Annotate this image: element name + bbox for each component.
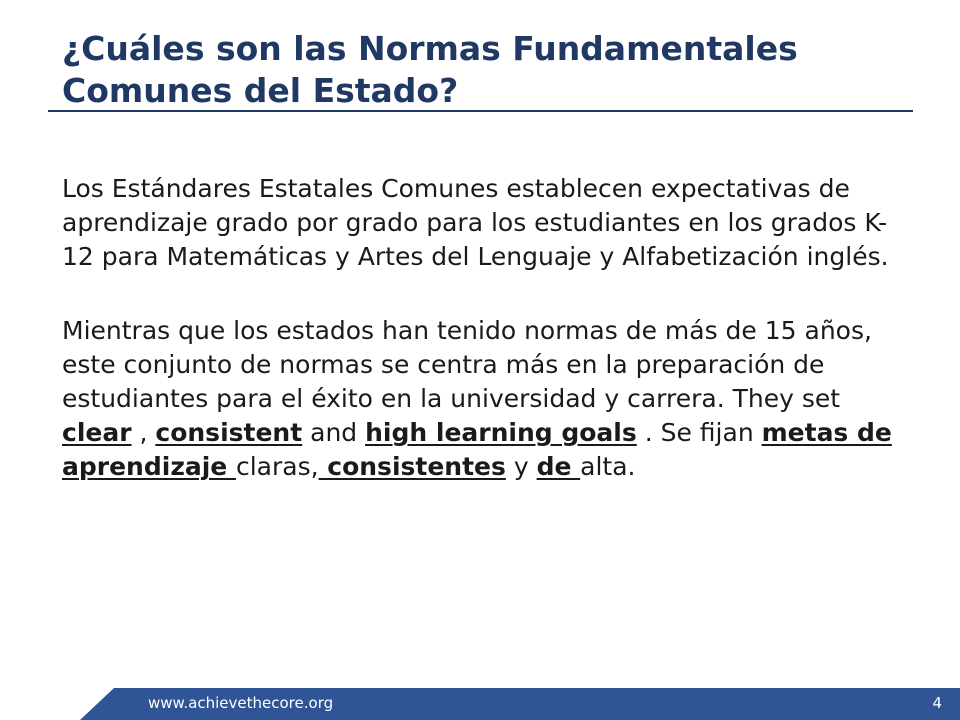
connector-text: and [302,418,366,447]
term-de: de [536,452,581,481]
slide-title [62,28,912,112]
slide-title-line-1: ¿Cuáles son las Normas Fundamentales [62,29,798,68]
term-consistentes: consistentes [318,452,506,481]
separator-text: , [131,418,156,447]
slide-title-line-2: Comunes del Estado? [62,71,459,110]
word-claras: claras, [235,452,319,481]
connector-y: y [505,452,537,481]
term-consistent: consistent [155,418,303,447]
word-alta: alta. [580,452,636,481]
term-metas-de-aprendizaje: metas de aprendizaje [62,418,892,481]
term-high-learning-goals: high learning goals [365,418,637,447]
page-number: 4 [932,694,942,712]
slide-body [62,172,912,484]
footer-url[interactable]: www.achievethecore.org [148,694,334,712]
paragraph-1: Los Estándares Estatales Comunes establecen expectativas de aprendizaje grado por grado para los estudiantes en los grados K-12 para Matemáticas y Artes del Lenguaje y Alfabetización inglés. [62,174,889,271]
title-underline-rule [48,110,913,112]
paragraph-2-text: Mientras que los estados han tenido normas de más de 15 años, este conjunto de normas se centra más en la preparación de estudiantes para el éxito en la universidad y carrera. They set [62,316,872,413]
term-clear: clear [62,418,132,447]
spanish-intro-text: . Se fijan [636,418,762,447]
paragraph-2 [62,314,912,484]
